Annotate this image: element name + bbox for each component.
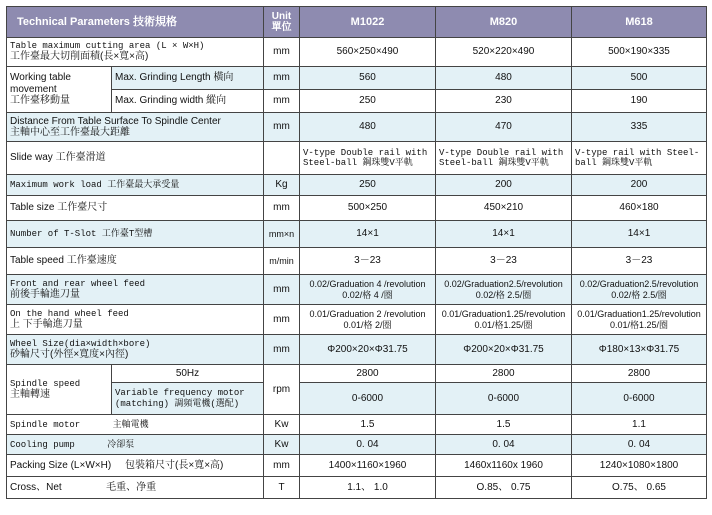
value-cell: 2800 <box>436 365 572 383</box>
value-cell: V-type rail with Steel-ball 鋼珠雙V平軌 <box>572 142 707 175</box>
value-cell: V-type Double rail with Steel-ball 鋼珠雙V平軌 <box>300 142 436 175</box>
row-label: Packing Size (L×W×H) 包裝箱尺寸(長×寬×高) <box>7 455 264 477</box>
value-cell: Φ200×20×Φ31.75 <box>300 335 436 365</box>
unit-cell: mm <box>264 90 300 113</box>
value-cell: 0. 04 <box>436 435 572 455</box>
sub-label: Max. Grinding width 縱向 <box>112 90 264 113</box>
value-cell: 480 <box>300 113 436 142</box>
unit-cell: mm <box>264 455 300 477</box>
row-packing-size <box>7 455 707 477</box>
row-movement-width <box>7 90 707 113</box>
value-cell: 0-6000 <box>436 383 572 415</box>
row-label: Table speed 工作臺速度 <box>7 248 264 275</box>
row-label <box>7 38 264 67</box>
row-label <box>7 335 264 365</box>
header-model-m618: M618 <box>572 7 707 38</box>
value-cell: 500×190×335 <box>572 38 707 67</box>
label-text: Number of T-Slot 工作臺T型槽 <box>10 229 153 240</box>
header-row <box>7 7 707 38</box>
value-cell: 250 <box>300 175 436 196</box>
value-line-zh: 0.02/格 2.5/圈 <box>611 289 667 300</box>
unit-cell: T <box>264 477 300 499</box>
value-cell: 1460x1160x 1960 <box>436 455 572 477</box>
value-cell: 560×250×490 <box>300 38 436 67</box>
row-hand-wheel-feed <box>7 305 707 335</box>
label-en: Distance From Table Surface To Spindle Center <box>10 115 221 127</box>
value-line-zh: 0.01/格1.25/圈 <box>474 319 533 330</box>
value-cell: 2800 <box>300 365 436 383</box>
row-label: Slide way 工作臺滑道 <box>7 142 264 175</box>
value-line-en: 0.01/Graduation1.25/revolution <box>577 309 701 320</box>
value-cell: 450×210 <box>436 196 572 221</box>
value-cell: 14×1 <box>572 221 707 248</box>
value-line-zh: 0.01/格1.25/圈 <box>609 319 669 330</box>
value-cell: 3－23 <box>300 248 436 275</box>
row-label <box>7 113 264 142</box>
label-zh: 上 下手輪進刀量 <box>10 318 83 330</box>
value-line-zh: 0.02/格 4 /圈 <box>342 289 393 300</box>
label-en: Wheel Size(dia×width×bore) <box>10 338 151 349</box>
row-front-rear-feed <box>7 275 707 305</box>
header-model-m1022: M1022 <box>300 7 436 38</box>
label-text: Maximum work load 工作臺最大承受量 <box>10 180 180 191</box>
value-cell: Φ180×13×Φ31.75 <box>572 335 707 365</box>
group-label-zh: 主軸轉速 <box>10 388 50 400</box>
label-text: Cooling pump 冷卻泵 <box>10 439 135 450</box>
value-cell: 480 <box>436 67 572 90</box>
row-spindle-speed-variable <box>7 383 707 415</box>
value-cell: 200 <box>572 175 707 196</box>
value-cell: 200 <box>436 175 572 196</box>
value-line-zh: 0.02/格 2.5/圈 <box>475 289 532 300</box>
value-cell: 3－23 <box>572 248 707 275</box>
value-cell: 1.5 <box>436 415 572 435</box>
row-cross-net <box>7 477 707 499</box>
value-cell <box>572 305 707 335</box>
label-zh: 主軸中心至工作臺最大距離 <box>10 127 130 138</box>
value-line-en: 0.01/Graduation1.25/revolution <box>441 309 566 320</box>
value-cell <box>300 305 436 335</box>
value-cell: 230 <box>436 90 572 113</box>
row-max-load <box>7 175 707 196</box>
unit-cell: mm <box>264 67 300 90</box>
row-wheel-size <box>7 335 707 365</box>
value-cell: 560 <box>300 67 436 90</box>
unit-cell: Kg <box>264 175 300 196</box>
row-t-slot <box>7 221 707 248</box>
unit-cell: mm <box>264 113 300 142</box>
row-distance <box>7 113 707 142</box>
unit-cell: mm <box>264 275 300 305</box>
sub-label: Variable frequency motor (matching) 調頻電機(選配) <box>112 383 264 415</box>
row-label <box>7 175 264 196</box>
label-zh: 前後手輪進刀量 <box>10 288 80 300</box>
value-cell: 190 <box>572 90 707 113</box>
row-spindle-speed-50hz <box>7 365 707 383</box>
sub-label: Max. Grinding Length 橫向 <box>112 67 264 90</box>
row-group-label <box>7 67 112 113</box>
value-cell: 0-6000 <box>300 383 436 415</box>
value-cell: 500×250 <box>300 196 436 221</box>
value-cell <box>572 275 707 305</box>
header-title: Technical Parameters 技術規格 <box>7 7 264 38</box>
row-group-label <box>7 365 112 415</box>
row-label: Table size 工作臺尺寸 <box>7 196 264 221</box>
label-text: Spindle motor 主軸電機 <box>10 419 149 430</box>
value-cell: 1400×1160×1960 <box>300 455 436 477</box>
label-en: Front and rear wheel feed <box>10 278 146 289</box>
value-line-en: 0.02/Graduation2.5/revolution <box>579 279 699 290</box>
label-zh: 砂輪尺寸(外徑×寬度×內徑) <box>10 348 129 360</box>
label-en: Table maximum cutting area (L × W×H) <box>10 41 205 52</box>
value-cell: 14×1 <box>300 221 436 248</box>
row-label <box>7 221 264 248</box>
group-label-en: Spindle speed <box>10 378 81 389</box>
unit-cell: mm <box>264 196 300 221</box>
unit-cell: rpm <box>264 365 300 415</box>
value-cell: 3－23 <box>436 248 572 275</box>
technical-parameters-table <box>6 6 707 499</box>
unit-cell: mm <box>264 305 300 335</box>
value-cell: 14×1 <box>436 221 572 248</box>
value-cell: 250 <box>300 90 436 113</box>
value-cell: 1240×1080×1800 <box>572 455 707 477</box>
value-line-zh: 0.01/格 2/圈 <box>343 319 392 330</box>
value-cell: 0. 04 <box>300 435 436 455</box>
unit-cell <box>264 142 300 175</box>
row-spindle-motor <box>7 415 707 435</box>
value-cell: 1.5 <box>300 415 436 435</box>
unit-cell: m/min <box>264 248 300 275</box>
unit-cell: Kw <box>264 415 300 435</box>
group-label-en: Working table movement <box>10 72 71 95</box>
row-label <box>7 305 264 335</box>
value-line-en: 0.02/Graduation 4 /revolution <box>309 279 426 290</box>
row-label <box>7 435 264 455</box>
row-label <box>7 415 264 435</box>
value-cell: 335 <box>572 113 707 142</box>
value-cell: 470 <box>436 113 572 142</box>
header-unit: Unit 單位 <box>264 7 300 38</box>
value-cell: Φ200×20×Φ31.75 <box>436 335 572 365</box>
row-slide-way <box>7 142 707 175</box>
row-table-max-area <box>7 38 707 67</box>
value-cell: 0-6000 <box>572 383 707 415</box>
unit-cell: mm×n <box>264 221 300 248</box>
row-label <box>7 275 264 305</box>
row-table-speed <box>7 248 707 275</box>
row-table-size <box>7 196 707 221</box>
value-cell <box>300 275 436 305</box>
value-cell: O.75、 0.65 <box>572 477 707 499</box>
value-cell: 1.1、 1.0 <box>300 477 436 499</box>
header-model-m820: M820 <box>436 7 572 38</box>
value-cell: 520×220×490 <box>436 38 572 67</box>
value-cell: V-type Double rail with Steel-ball 鋼珠雙V平軌 <box>436 142 572 175</box>
group-label-zh: 工作臺移動量 <box>10 95 70 107</box>
value-cell: 2800 <box>572 365 707 383</box>
row-label: Cross、Net 毛重、净重 <box>7 477 264 499</box>
label-en: On the hand wheel feed <box>10 308 129 319</box>
value-cell <box>436 305 572 335</box>
value-line-en: 0.02/Graduation2.5/revolution <box>444 279 563 290</box>
label-zh: 工作臺最大切削面積(長×寬×高) <box>10 51 149 63</box>
value-cell: 500 <box>572 67 707 90</box>
row-movement-length <box>7 67 707 90</box>
value-cell: O.85、 0.75 <box>436 477 572 499</box>
value-line-en: 0.01/Graduation 2 /revolution <box>309 309 426 320</box>
value-cell <box>436 275 572 305</box>
value-cell: 0. 04 <box>572 435 707 455</box>
unit-cell: Kw <box>264 435 300 455</box>
row-cooling-pump <box>7 435 707 455</box>
value-cell: 1.1 <box>572 415 707 435</box>
sub-label: 50Hz <box>112 365 264 383</box>
value-cell: 460×180 <box>572 196 707 221</box>
unit-cell: mm <box>264 38 300 67</box>
unit-cell: mm <box>264 335 300 365</box>
